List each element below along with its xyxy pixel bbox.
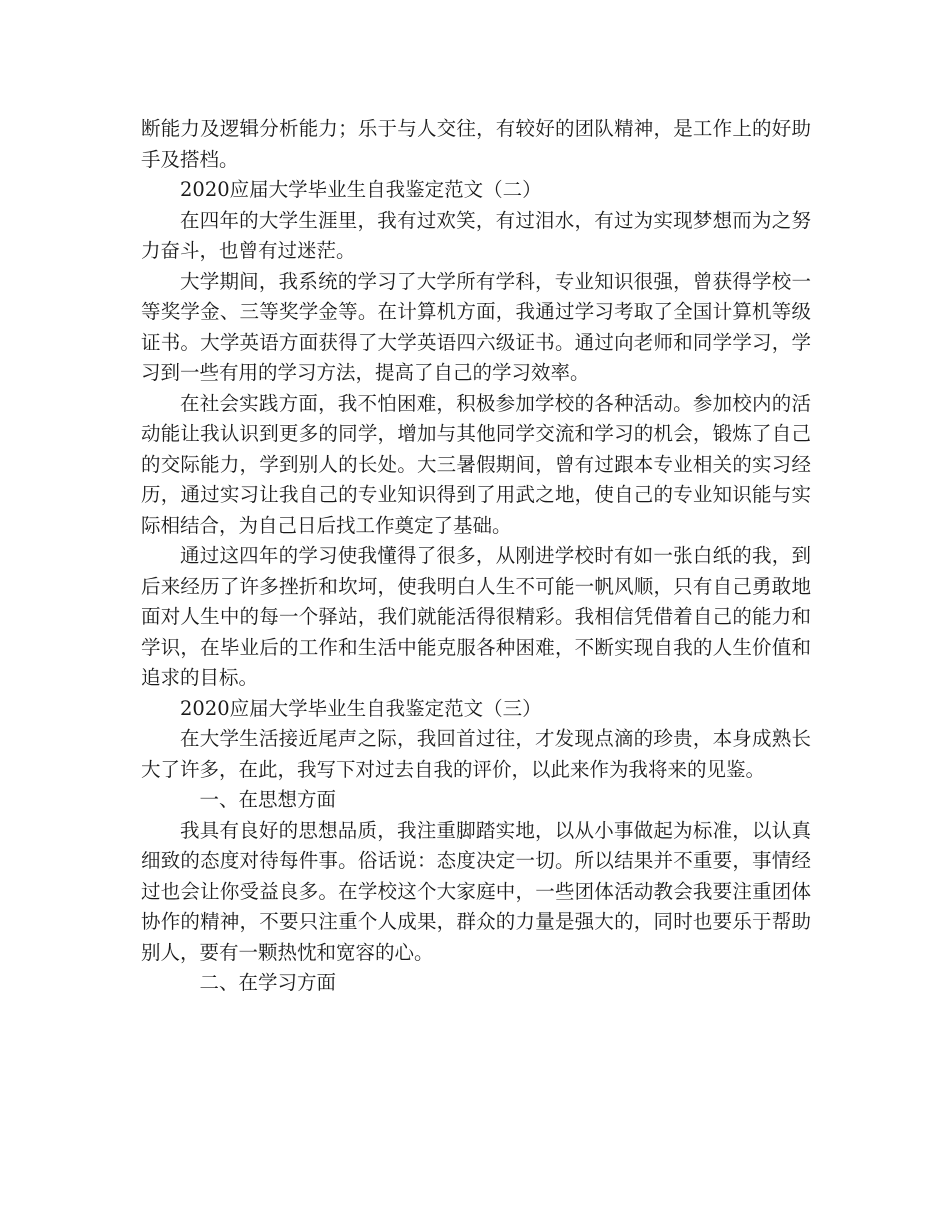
section-title-2: 2020应届大学毕业生自我鉴定范文（二） — [180, 178, 542, 201]
paragraph: 通过这四年的学习使我懂得了很多，从刚进学校时有如一张白纸的我，到后来经历了许多挫折和坎坷，使我明白人生不可能一帆风顺，只有自己勇敢地面对人生中的每一个驿站，我们就能活得很精彩。我相信凭借着自己的能力和学识，在毕业后的工作和生活中能克服各种困难，不断实现自我的人生价值和追求的目标。 — [141, 544, 811, 689]
paragraph: 在大学生活接近尾声之际，我回首过往，才发现点滴的珍贵，本身成熟长大了许多，在此，我写下对过去自我的评价，以此来作为我将来的见鉴。 — [141, 727, 811, 781]
paragraph: 在社会实践方面，我不怕困难，积极参加学校的各种活动。参加校内的活动能让我认识到更多的同学，增加与其他同学交流和学习的机会，锻炼了自己的交际能力，学到别人的长处。大三暑假期间，曾有过跟本专业相关的实习经历，通过实习让我自己的专业知识得到了用武之地，使自己的专业知识能与实际相结合，为自己日后找工作奠定了基础。 — [141, 391, 811, 537]
paragraph: 我具有良好的思想品质，我注重脚踏实地，以从小事做起为标准，以认真细致的态度对待每件事。俗话说：态度决定一切。所以结果并不重要，事情经过也会让你受益良多。在学校这个大家庭中，一些团体活动教会我要注重团体协作的精神，不要只注重个人成果，群众的力量是强大的，同时也要乐于帮助别人，要有一颗热忱和宽容的心。 — [141, 818, 811, 964]
section-title-3: 2020应届大学毕业生自我鉴定范文（三） — [180, 696, 542, 720]
paragraph: 大学期间，我系统的学习了大学所有学科，专业知识很强，曾获得学校一等奖学金、三等奖学金等。在计算机方面，我通过学习考取了全国计算机等级证书。大学英语方面获得了大学英语四六级证书。通过向老师和同学学习，学习到一些有用的学习方法，提高了自己的学习效率。 — [141, 269, 811, 384]
paragraph-continuation: 断能力及逻辑分析能力；乐于与人交往，有较好的团队精神，是工作上的好助手及搭档。 — [141, 117, 811, 171]
paragraph: 在四年的大学生涯里，我有过欢笑，有过泪水，有过为实现梦想而为之努力奋斗，也曾有过迷茫。 — [141, 208, 811, 262]
document-body — [141, 114, 811, 999]
subheading-study: 二、在学习方面 — [199, 971, 337, 994]
subheading-thought: 一、在思想方面 — [199, 788, 337, 811]
